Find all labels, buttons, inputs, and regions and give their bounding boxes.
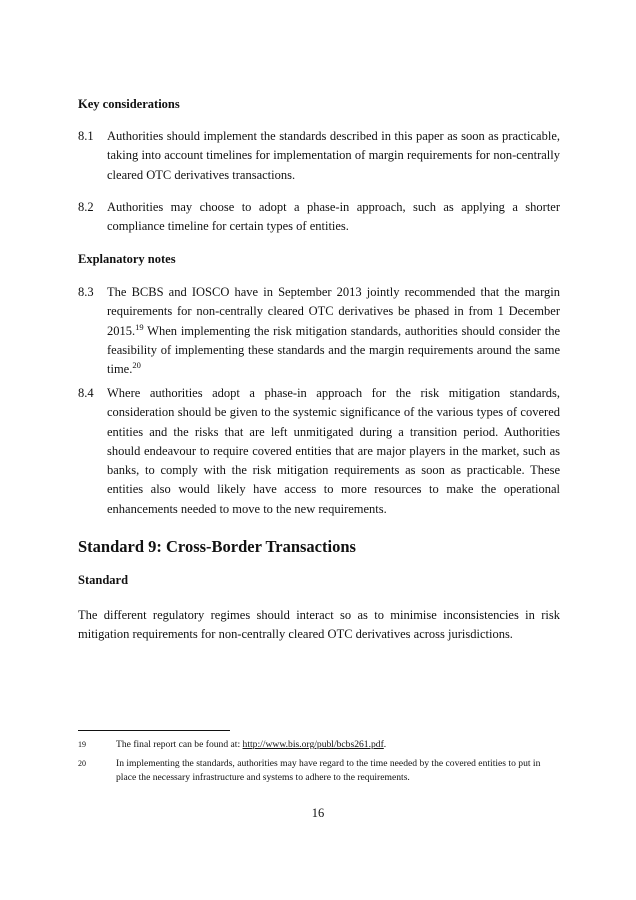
footnote-text: In implementing the standards, authorities may have regard to the time needed by the covered entities to put in place the necessary infrastructure and systems to adhere to the requirements.: [116, 758, 541, 783]
paragraph-number: 8.1: [78, 129, 94, 143]
standard-9-text: The different regulatory regimes should interact so as to minimise inconsistencies in risk mitigation requirements for non-centrally cleared OTC derivatives across jurisdictions.: [78, 608, 560, 642]
standard-subheading: Standard: [78, 573, 129, 587]
footnote-ref-20[interactable]: 20: [132, 360, 141, 371]
paragraph-number: 8.4: [78, 386, 94, 400]
explanatory-notes-heading: Explanatory notes: [78, 252, 176, 266]
paragraph-text: Authorities may choose to adopt a phase-in approach, such as applying a shorter compliance timeline for certain types of entities.: [107, 200, 560, 234]
paragraph-text: Where authorities adopt a phase-in approach for the risk mitigation standards, consideration should be given to the systemic significance of the various types of covered entities and the risks that are left unmitigated during a transition period. Authorities should endeavour to require covered entities that are major players in the market, such as banks, to comply with the risk mitigation requirements as soon as practicable. These entities also would likely have access to more resources to make the operational enhancements needed to move to the new requirements.: [107, 386, 560, 516]
paragraph-8-3: [78, 283, 560, 379]
paragraph-number: 8.2: [78, 200, 94, 214]
paragraph-8-1: [78, 127, 560, 185]
footnote-text: [116, 738, 560, 752]
footnote-19: [78, 738, 560, 752]
footnote-19-period: .: [383, 739, 387, 750]
footnote-divider: [78, 730, 230, 731]
footnote-19-text: The final report can be found at:: [116, 739, 243, 750]
paragraph-8-2: [78, 198, 560, 237]
page-number: 16: [311, 806, 325, 820]
paragraph-text: [107, 283, 560, 379]
footnote-number: 19: [78, 740, 86, 749]
bis-report-link[interactable]: http://www.bis.org/publ/bcbs261.pdf: [242, 739, 384, 750]
paragraph-text-part-a: The BCBS and IOSCO have in September 2013 jointly recommended that the margin requirements for non-centrally cleared OTC derivatives be phased in from 1 December 2015.: [107, 285, 560, 338]
paragraph-text-part-b: When implementing the risk mitigation standards, authorities should consider the feasibility of implementing these standards and the margin requirements around the same time.: [107, 323, 560, 377]
paragraph-8-4: [78, 384, 560, 519]
standard-9-title: Standard 9: Cross-Border Transactions: [78, 537, 356, 556]
paragraph-number: 8.3: [78, 285, 94, 299]
footnote-ref-19[interactable]: 19: [135, 321, 144, 332]
paragraph-text: Authorities should implement the standards described in this paper as soon as practicable, taking into account timelines for implementation of margin requirements for non-centrally cleared OTC derivatives transactions.: [107, 129, 560, 182]
footnote-20: [78, 757, 560, 784]
key-considerations-heading: Key considerations: [78, 97, 180, 111]
footnote-number: 20: [78, 759, 86, 768]
